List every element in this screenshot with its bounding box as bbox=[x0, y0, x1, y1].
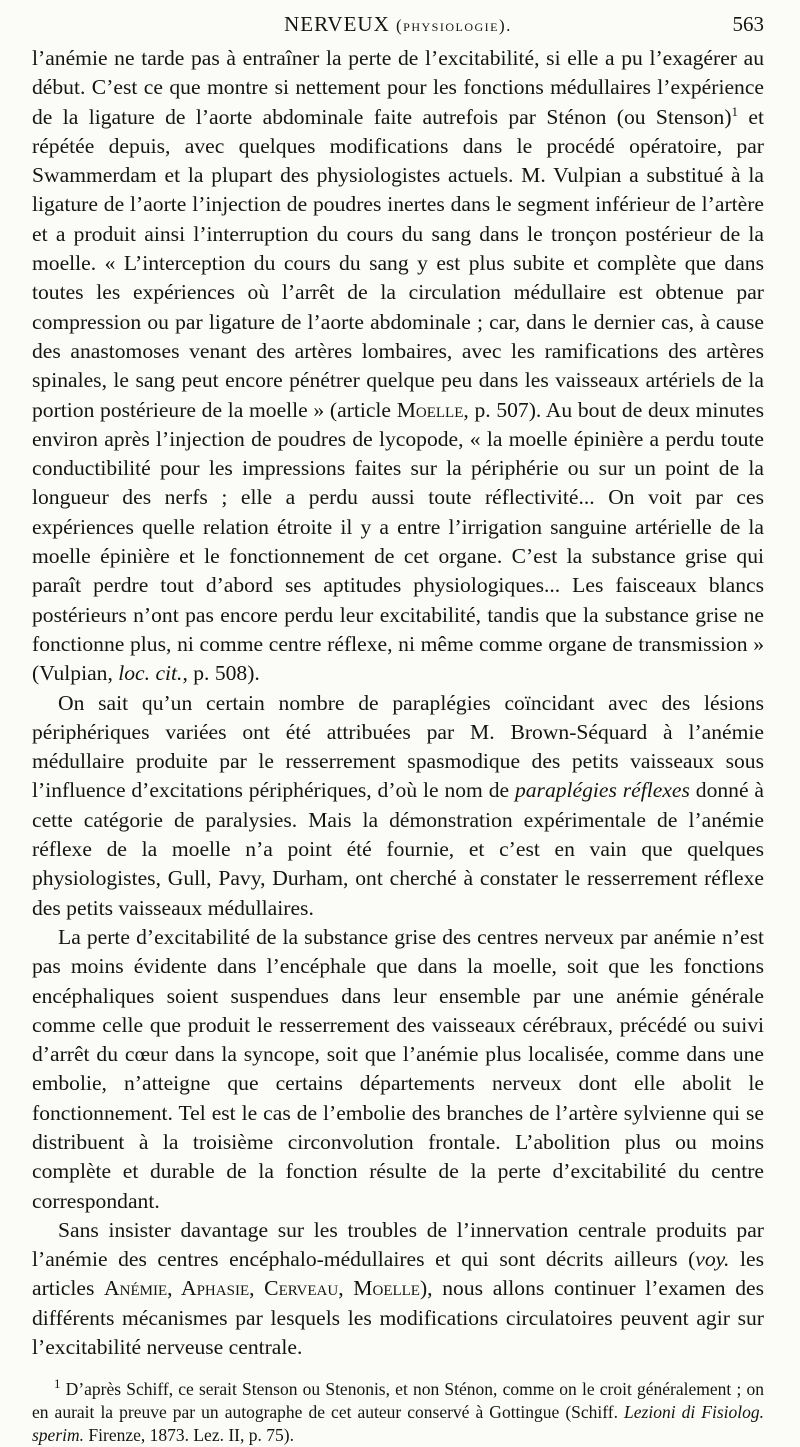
running-title-sub: (physiologie). bbox=[396, 16, 512, 35]
text-run: Sans insister davantage sur les troubles de l’innervation centrale produits par l’anémie des centres encéphalo-médullaires et qui sont décrits ailleurs ( bbox=[32, 1217, 764, 1272]
italic-abbrev: voy. bbox=[695, 1247, 730, 1272]
footnote-marker: 1 bbox=[54, 1376, 61, 1392]
text-run: donné à cette catégorie de paralysies. Mais la démonstration expérimentale de l’anémie réflexe de la moelle n’a point été fournie, et c’est en vain que quelques physiologistes, Gull, Pavy, Durham, ont cherché à constater le resserrement réflexe des petits vaisseaux médullaires. bbox=[32, 778, 764, 920]
article-reference: Moelle bbox=[396, 397, 464, 422]
italic-term: paraplégies réflexes bbox=[514, 778, 690, 803]
text-run: On sait qu’un certain nombre de paraplégies coïncidant avec des lésions périphériques variées ont été attribuées par M. Brown-Séquard à l’anémie médullaire produite par le resserrement spasmodique des petits vaisseaux sous l’influence d’excitations périphériques, d’où le nom de bbox=[32, 690, 764, 803]
paragraph-3 bbox=[32, 923, 764, 1216]
page-number: 563 bbox=[732, 12, 764, 36]
footnotes bbox=[32, 1378, 764, 1447]
paragraph-2 bbox=[32, 689, 764, 923]
text-run: les articles bbox=[32, 1247, 764, 1301]
text-run: Firenze, 1873. Lez. II, p. 75). bbox=[84, 1425, 294, 1446]
footnote-reference: 1 bbox=[731, 103, 739, 119]
text-run: et répétée depuis, avec quelques modifications dans le procédé opératoire, par Swammerdam et la plupart des physiologistes actuels. M. Vulpian a substitué à la ligature de l’aorte l’injection de poudres inertes dans le segment inférieur de l’artère et a produit ainsi l’interruption du cours du sang dans le tronçon postérieur de la moelle. « L’interception du cours du sang y est plus subite et complète que dans toutes les expériences où l’arrêt de la circulation médullaire est obtenue par compression ou par ligature de l’aorte abdominale ; car, dans le dernier cas, à cause des anastomoses venant des artères lombaires, avec les ramifications des artères spinales, le sang peut encore pénétrer quelque peu dans les vaisseaux artériels de la portion postérieure de la moelle » (article bbox=[32, 104, 764, 422]
text-run: ), nous allons continuer l’examen des différents mécanismes par lesquels les modifications circulatoires peuvent agir sur l’excitabilité nerveuse centrale. bbox=[32, 1276, 764, 1360]
text-run: D’après Schiff, ce serait Stenson ou Stenonis, et non Sténon, comme on le croit généralement ; on en aurait la preuve par un autographe de cet auteur conservé à Gottingue (Schiff. bbox=[32, 1379, 764, 1423]
italic-citation: Lezioni di Fisiolog. sperim. bbox=[32, 1402, 764, 1446]
running-title bbox=[32, 12, 764, 37]
paragraph-4 bbox=[32, 1216, 764, 1362]
text-run: , p. 507). Au bout de deux minutes environ après l’injection de poudres de lycopode, « la moelle épinière a perdu toute conductibilité pour les impressions faites sur la périphérie ou sur un point de la longueur des nerfs ; elle a perdu aussi toute réflectivité... On voit par ces expériences quelle relation étroite il y a entre l’irrigation sanguine artérielle de la moelle épinière et le fonctionnement de cet organe. C’est la substance grise qui paraît perdre tout d’abord ses aptitudes physiologiques... Les faisceaux blancs postérieurs n’ont pas encore perdu leur excitabilité, tandis que la substance grise ne fonctionne plus, ni comme centre réflexe, ni même comme organe de transmission » (Vulpian, bbox=[32, 397, 764, 686]
paragraph-1 bbox=[32, 44, 764, 689]
running-header bbox=[32, 0, 764, 44]
body-text bbox=[32, 44, 764, 1362]
article-references: Anémie, Aphasie, Cerveau, Moelle bbox=[104, 1276, 420, 1301]
italic-citation: loc. cit. bbox=[118, 661, 183, 686]
text-run: La perte d’excitabilité de la substance grise des centres nerveux par anémie n’est pas moins évidente dans l’encéphale que dans la moelle, soit que les fonctions encéphaliques soient suspendues dans leur ensemble par une anémie générale comme celle que produit le resserrement des vaisseaux cérébraux, précédé ou suivi d’arrêt du cœur dans la syncope, soit que l’anémie plus localisée, comme dans une embolie, n’atteigne que certains départements nerveux dont elle abolit le fonctionnement. Tel est le cas de l’embolie des branches de l’artère sylvienne qui se distribuent à la troisième circonvolution frontale. L’abolition plus ou moins complète et durable de la fonction résulte de la perte d’excitabilité du centre correspondant. bbox=[32, 924, 764, 1213]
text-run: , p. 508). bbox=[182, 661, 260, 686]
footnote-1 bbox=[32, 1378, 764, 1447]
running-title-main: NERVEUX bbox=[284, 12, 390, 36]
text-run: l’anémie ne tarde pas à entraîner la perte de l’excitabilité, si elle a pu l’exagérer au début. C’est ce que montre si nettement pour les fonctions médullaires l’expérience de la ligature de l’aorte abdominale faite autrefois par Sténon (ou Stenson) bbox=[32, 46, 764, 129]
